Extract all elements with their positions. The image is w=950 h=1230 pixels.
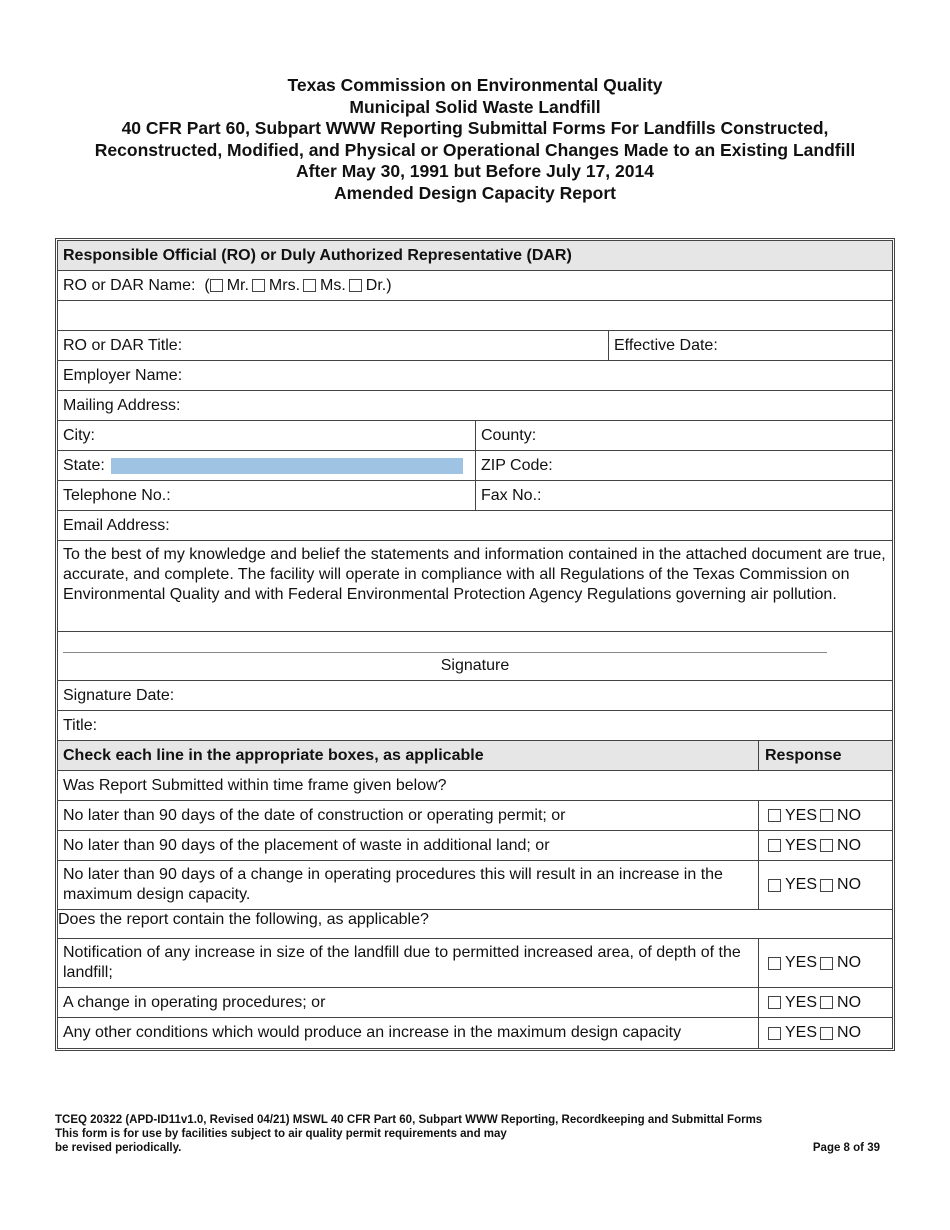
signature-label: Signature [440, 657, 510, 674]
ro-title-field[interactable] [58, 331, 609, 360]
checklist-row [58, 831, 892, 861]
phone-fax-row [58, 481, 892, 511]
yes-checkbox[interactable] [768, 1027, 781, 1040]
email-row [58, 511, 892, 541]
checklist-header-row [58, 741, 892, 771]
ro-title-label: RO or DAR Title: [63, 336, 183, 354]
sig-title-label: Title: [63, 716, 98, 734]
no-label: NO [837, 954, 862, 971]
yes-checkbox[interactable] [768, 996, 781, 1009]
checklist-row [58, 939, 892, 988]
ro-title-row [58, 331, 892, 361]
salutation-mr-checkbox[interactable] [210, 279, 223, 292]
state-zip-row [58, 451, 892, 481]
city-county-row [58, 421, 892, 451]
mailing-address-label: Mailing Address: [63, 396, 181, 414]
response-cell [759, 1018, 892, 1048]
city-label: City: [63, 426, 95, 444]
submitted-question-row [58, 771, 892, 801]
signature-row [58, 632, 892, 681]
no-checkbox[interactable] [820, 957, 833, 970]
checklist-row [58, 801, 892, 831]
yes-checkbox[interactable] [768, 839, 781, 852]
ro-section-title: Responsible Official (RO) or Duly Authorized Representative (DAR) [63, 246, 572, 264]
salutation-mr-label: Mr. [226, 276, 249, 294]
employer-row [58, 361, 892, 391]
effective-date-field[interactable] [609, 331, 892, 360]
signature-date-label: Signature Date: [63, 686, 175, 704]
question-additional-land: No later than 90 days of the placement of waste in additional land; or [58, 831, 759, 860]
response-cell [759, 988, 892, 1017]
checklist-row [58, 1018, 892, 1048]
salutation-open-paren: ( [204, 276, 210, 294]
contains-question: Does the report contain the following, as applicable? [58, 911, 429, 928]
page-footer [55, 1113, 880, 1155]
yes-label: YES [785, 806, 818, 824]
no-label: NO [837, 1024, 862, 1041]
ro-name-cell[interactable] [58, 271, 397, 300]
footer-note-line2: be revised periodically. [55, 1142, 182, 1154]
county-field[interactable] [476, 421, 892, 450]
zip-field[interactable] [476, 451, 892, 480]
checklist-row [58, 861, 892, 910]
form-title-line2: Reconstructed, Modified, and Physical or Operational Changes Made to an Existing Landfill [94, 139, 856, 160]
report-title: Amended Design Capacity Report [334, 182, 616, 203]
checklist-header: Check each line in the appropriate boxes, as applicable [58, 741, 759, 770]
response-header: Response [765, 746, 842, 764]
zip-label: ZIP Code: [481, 456, 553, 474]
yes-label: YES [785, 876, 818, 893]
ro-name-row [58, 271, 892, 301]
agency-name: Texas Commission on Environmental Quality [287, 75, 663, 95]
question-other-conditions: Any other conditions which would produce an increase in the maximum design capacity [58, 1018, 759, 1048]
county-label: County: [481, 426, 537, 444]
salutation-mrs-label: Mrs. [268, 276, 301, 294]
no-checkbox[interactable] [820, 879, 833, 892]
ro-name-entry-row[interactable] [58, 301, 892, 331]
response-cell [759, 939, 892, 987]
no-label: NO [837, 836, 862, 854]
no-checkbox[interactable] [820, 839, 833, 852]
yes-checkbox[interactable] [768, 879, 781, 892]
mailing-address-field[interactable] [58, 391, 892, 420]
signature-date-field[interactable] [58, 681, 892, 710]
city-field[interactable] [58, 421, 476, 450]
response-cell [759, 801, 892, 830]
footer-note-line1: This form is for use by facilities subject to air quality permit requirements and may [55, 1128, 507, 1140]
salutation-mrs-checkbox[interactable] [252, 279, 265, 292]
no-label: NO [837, 876, 862, 893]
ro-name-label: RO or DAR Name: [63, 276, 196, 294]
mailing-row [58, 391, 892, 421]
sig-title-row [58, 711, 892, 741]
email-label: Email Address: [63, 516, 170, 534]
ro-form-table [55, 238, 895, 1051]
fax-label: Fax No.: [481, 486, 542, 504]
salutation-ms-checkbox[interactable] [303, 279, 316, 292]
no-checkbox[interactable] [820, 1027, 833, 1040]
no-checkbox[interactable] [820, 996, 833, 1009]
effective-date-label: Effective Date: [614, 336, 718, 354]
question-operating-change: No later than 90 days of a change in operating procedures this will result in an increase in the maximum design capacity. [58, 861, 759, 909]
form-title-line3: After May 30, 1991 but Before July 17, 2014 [296, 161, 654, 181]
salutation-dr-label: Dr.) [365, 276, 392, 294]
footer-form-id: TCEQ 20322 (APD-ID11v1.0, Revised 04/21) MSWL 40 CFR Part 60, Subpart WWW Reporting, Recordkeeping and Submittal Forms [55, 1114, 763, 1126]
yes-label: YES [785, 1024, 818, 1041]
no-checkbox[interactable] [820, 809, 833, 822]
ro-section-header [58, 241, 892, 271]
question-operating-procedures: A change in operating procedures; or [58, 988, 759, 1017]
question-construction-permit: No later than 90 days of the date of construction or operating permit; or [58, 801, 759, 830]
yes-label: YES [785, 993, 818, 1011]
signature-line[interactable] [63, 652, 827, 653]
salutation-dr-checkbox[interactable] [349, 279, 362, 292]
yes-label: YES [785, 954, 818, 971]
page-number: Page 8 of 39 [812, 1142, 880, 1154]
state-label: State: [63, 456, 105, 474]
state-field[interactable] [58, 451, 476, 480]
submitted-question: Was Report Submitted within time frame given below? [63, 776, 447, 794]
no-label: NO [837, 993, 862, 1011]
checklist-row [58, 988, 892, 1018]
question-size-increase: Notification of any increase in size of the landfill due to permitted increased area, of depth of the landfill; [58, 939, 759, 987]
phone-field[interactable] [58, 481, 476, 510]
state-dropdown[interactable] [111, 458, 463, 474]
fax-field[interactable] [476, 481, 892, 510]
salutation-ms-label: Ms. [320, 276, 346, 294]
signature-date-row [58, 681, 892, 711]
yes-label: YES [785, 836, 818, 854]
email-field[interactable] [58, 511, 892, 540]
response-cell [759, 831, 892, 860]
program-name: Municipal Solid Waste Landfill [349, 96, 601, 117]
yes-checkbox[interactable] [768, 809, 781, 822]
sig-title-field[interactable] [58, 711, 892, 740]
yes-checkbox[interactable] [768, 957, 781, 970]
certification-row [58, 541, 892, 632]
certification-statement: To the best of my knowledge and belief the statements and information contained in the attached document are true, accurate, and complete. The facility will operate in compliance with all Regulations of the Texas Commission on Environmental Quality and with Federal Environmental Protection Agency Regulations governing air pollution. [63, 546, 886, 603]
form-title-line1: 40 CFR Part 60, Subpart WWW Reporting Submittal Forms For Landfills Constructed, [121, 118, 829, 138]
form-header [0, 75, 950, 204]
phone-label: Telephone No.: [63, 486, 171, 504]
response-cell [759, 861, 892, 909]
employer-field[interactable] [58, 361, 892, 390]
contains-question-row [58, 910, 892, 939]
no-label: NO [837, 806, 862, 824]
employer-label: Employer Name: [63, 366, 183, 384]
